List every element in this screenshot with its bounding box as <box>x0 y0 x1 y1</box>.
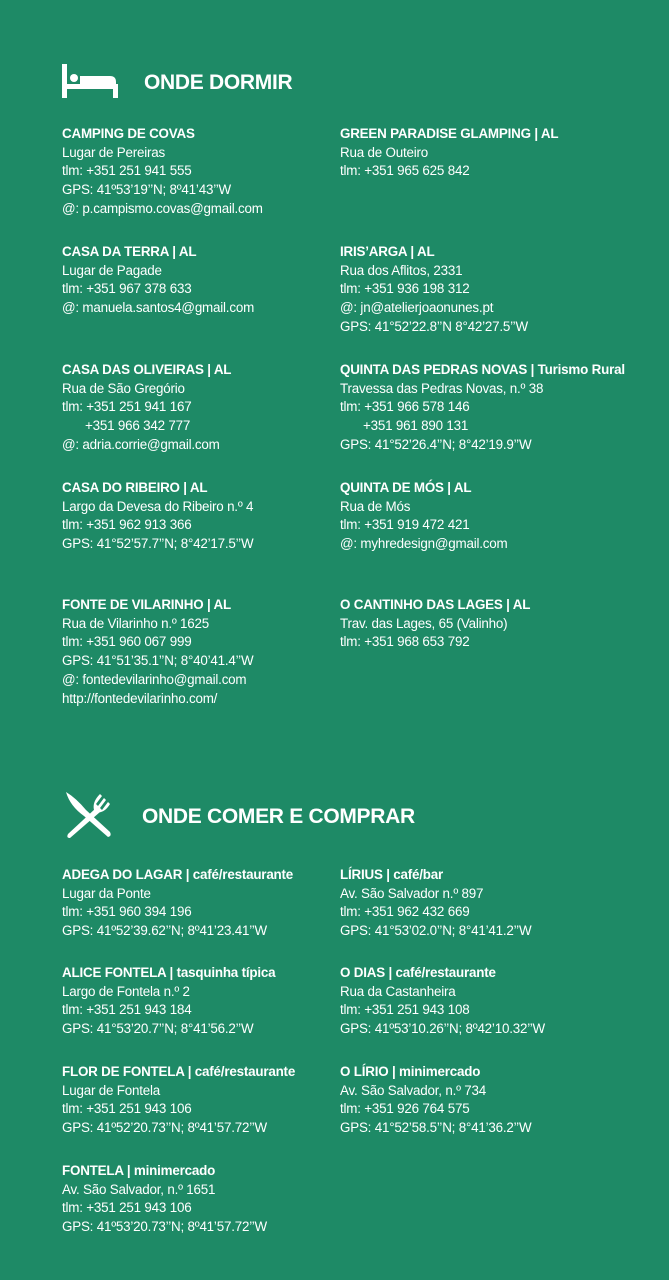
lodging-address: Largo da Devesa do Ribeiro n.º 4 <box>62 498 254 514</box>
eatery-entry <box>340 866 531 941</box>
eatery-phone: tlm: +351 251 943 108 <box>340 1002 470 1018</box>
lodging-entry <box>62 125 263 219</box>
eatery-category: | café/restaurante <box>182 867 294 882</box>
section-title-sleep: ONDE DORMIR <box>144 70 293 94</box>
eatery-name: O DIAS <box>340 965 385 980</box>
eatery-category: | café/restaurante <box>184 1064 296 1079</box>
eatery-name: FONTELA <box>62 1163 124 1178</box>
lodging-email[interactable]: @: jn@atelierjoaonunes.pt <box>340 300 494 316</box>
lodging-name: IRIS’ARGA | AL <box>340 244 435 259</box>
lodging-gps: GPS: 41°52’26.4’’N; 8°42’19.9’’W <box>340 436 532 452</box>
lodging-name: GREEN PARADISE GLAMPING | AL <box>340 126 559 141</box>
eatery-address: Av. São Salvador n.º 897 <box>340 885 484 901</box>
eatery-phone: tlm: +351 962 432 669 <box>340 904 470 920</box>
eatery-gps: GPS: 41°53’20.7’’N; 8°41’56.2’’W <box>62 1021 254 1037</box>
eatery-entry <box>62 1162 267 1237</box>
lodging-email[interactable]: @: fontedevilarinho@gmail.com <box>62 671 247 687</box>
eatery-address: Av. São Salvador, n.º 734 <box>340 1082 487 1098</box>
lodging-entry <box>340 243 528 337</box>
eatery-address: Av. São Salvador, n.º 1651 <box>62 1181 216 1197</box>
eatery-category: | minimercado <box>123 1163 216 1178</box>
lodging-address: Rua de São Gregório <box>62 380 185 396</box>
lodging-phone-2: +351 961 890 131 <box>363 418 469 434</box>
eatery-name: O LÍRIO <box>340 1064 389 1079</box>
lodging-entry <box>62 596 253 708</box>
lodging-entry <box>62 361 231 455</box>
lodging-phone: tlm: +351 966 578 146 <box>340 399 470 415</box>
lodging-entry <box>62 243 254 318</box>
lodging-address: Lugar de Pagade <box>62 262 162 278</box>
lodging-phone: tlm: +351 919 472 421 <box>340 517 470 533</box>
lodging-email[interactable]: @: p.campismo.covas@gmail.com <box>62 200 263 216</box>
section-header-eat <box>62 788 415 845</box>
lodging-gps: GPS: 41°51’35.1’’N; 8°40’41.4’’W <box>62 653 254 669</box>
lodging-email[interactable]: @: myhredesign@gmail.com <box>340 536 508 552</box>
eatery-entry <box>62 866 293 941</box>
eatery-gps: GPS: 41º52’20.73’’N; 8º41’57.72’’W <box>62 1120 267 1136</box>
eatery-entry <box>62 1063 295 1138</box>
lodging-address: Rua dos Aflitos, 2331 <box>340 262 463 278</box>
lodging-phone: tlm: +351 968 653 792 <box>340 634 470 650</box>
lodging-gps: GPS: 41°52’22.8’’N 8°42’27.5’’W <box>340 318 528 334</box>
lodging-phone: tlm: +351 251 941 167 <box>62 399 192 415</box>
eatery-entry <box>340 1063 531 1138</box>
section-header-sleep <box>62 62 292 103</box>
lodging-website[interactable]: http://fontedevilarinho.com/ <box>62 690 218 706</box>
lodging-name: QUINTA DE MÓS | AL <box>340 480 472 495</box>
lodging-email[interactable]: @: manuela.santos4@gmail.com <box>62 300 255 316</box>
lodging-name: CAMPING DE COVAS <box>62 126 195 141</box>
eatery-address: Rua da Castanheira <box>340 983 456 999</box>
lodging-phone: tlm: +351 965 625 842 <box>340 163 470 179</box>
lodging-entry <box>340 125 558 181</box>
lodging-name: O CANTINHO DAS LAGES | AL <box>340 597 531 612</box>
eatery-phone: tlm: +351 251 943 184 <box>62 1002 192 1018</box>
lodging-gps: GPS: 41º53’19’’N; 8º41’43’’W <box>62 182 231 198</box>
fork-knife-icon <box>62 788 114 845</box>
eatery-name: ALICE FONTELA <box>62 965 167 980</box>
lodging-address: Rua de Mós <box>340 498 411 514</box>
lodging-name: CASA DA TERRA | AL <box>62 244 197 259</box>
lodging-address: Lugar de Pereiras <box>62 144 166 160</box>
eatery-phone: tlm: +351 251 943 106 <box>62 1101 192 1117</box>
lodging-email[interactable]: @: adria.corrie@gmail.com <box>62 436 220 452</box>
lodging-entry <box>340 361 625 455</box>
lodging-entry <box>340 479 508 554</box>
lodging-phone: tlm: +351 251 941 555 <box>62 163 192 179</box>
eatery-phone: tlm: +351 251 943 106 <box>62 1200 192 1216</box>
lodging-phone-2: +351 966 342 777 <box>85 418 191 434</box>
bed-icon <box>62 62 118 103</box>
eatery-gps: GPS: 41º53’20.73’’N; 8º41’57.72’’W <box>62 1219 267 1235</box>
lodging-entry <box>340 596 530 652</box>
eatery-gps: GPS: 41º52’39.62’’N; 8º41’23.41’’W <box>62 923 267 939</box>
lodging-address: Rua de Vilarinho n.º 1625 <box>62 615 210 631</box>
eatery-name: LÍRIUS <box>340 867 383 882</box>
lodging-phone: tlm: +351 936 198 312 <box>340 281 470 297</box>
lodging-name: CASA DO RIBEIRO | AL <box>62 480 208 495</box>
lodging-phone: tlm: +351 962 913 366 <box>62 517 192 533</box>
lodging-phone: tlm: +351 967 378 633 <box>62 281 192 297</box>
eatery-address: Largo de Fontela n.º 2 <box>62 983 190 999</box>
lodging-phone: tlm: +351 960 067 999 <box>62 634 192 650</box>
eatery-category: | café/restaurante <box>384 965 496 980</box>
eatery-category: | minimercado <box>388 1064 481 1079</box>
section-title-eat: ONDE COMER E COMPRAR <box>142 804 415 828</box>
lodging-name: QUINTA DAS PEDRAS NOVAS | Turismo Rural <box>340 362 625 377</box>
lodging-address: Trav. das Lages, 65 (Valinho) <box>340 615 508 631</box>
eatery-address: Lugar da Ponte <box>62 885 151 901</box>
eatery-gps: GPS: 41°52’58.5’’N; 8°41’36.2’’W <box>340 1120 532 1136</box>
eatery-name: ADEGA DO LAGAR <box>62 867 183 882</box>
eatery-gps: GPS: 41°53’02.0’’N; 8°41’41.2’’W <box>340 923 532 939</box>
lodging-entry <box>62 479 253 554</box>
lodging-gps: GPS: 41°52’57.7’’N; 8°42’17.5’’W <box>62 536 254 552</box>
eatery-phone: tlm: +351 960 394 196 <box>62 904 192 920</box>
lodging-name: CASA DAS OLIVEIRAS | AL <box>62 362 232 377</box>
eatery-category: | tasquinha típica <box>166 965 276 980</box>
eatery-entry <box>340 964 545 1039</box>
eatery-name: FLOR DE FONTELA <box>62 1064 185 1079</box>
eatery-category: | café/bar <box>382 867 444 882</box>
eatery-address: Lugar de Fontela <box>62 1082 161 1098</box>
lodging-address: Travessa das Pedras Novas, n.º 38 <box>340 380 544 396</box>
eatery-entry <box>62 964 275 1039</box>
eatery-gps: GPS: 41º53’10.26’’N; 8º42’10.32’’W <box>340 1021 545 1037</box>
lodging-name: FONTE DE VILARINHO | AL <box>62 597 232 612</box>
eatery-phone: tlm: +351 926 764 575 <box>340 1101 470 1117</box>
lodging-address: Rua de Outeiro <box>340 144 429 160</box>
